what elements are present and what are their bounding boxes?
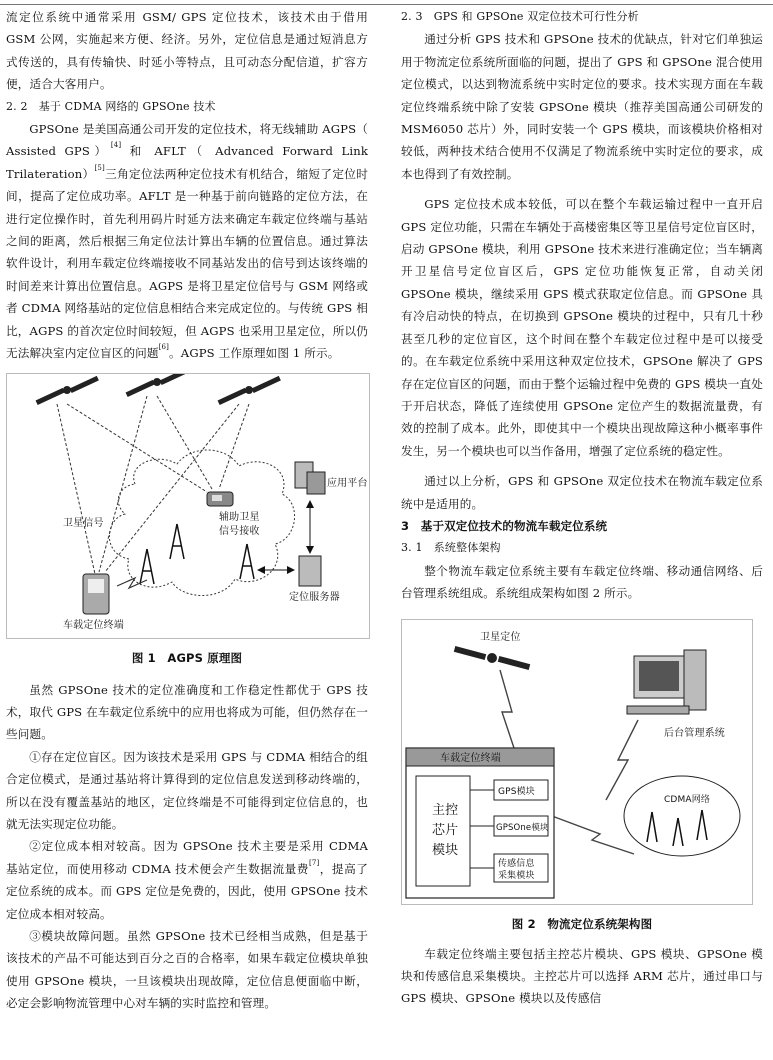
wireless-link-icon [117, 578, 147, 588]
cdma-label: CDMA网络 [664, 794, 711, 805]
paragraph: 虽然 GPSOne 技术的定位准确度和工作稳定性都优于 GPS 技术，取代 GPS 在车载定位系统中的应用也将成为可能，但仍然存在一些问题。 [6, 682, 368, 742]
page-header-rule [0, 0, 773, 5]
paragraph: 车载定位终端主要包括主控芯片模块、GPS 模块、GPSOne 模块和传感信息采集模块。主控芯片可以选择 ARM 芯片，通过串口与 GPS 模块、GPSOne 模块以及传感信 [401, 946, 763, 1006]
cell-tower-icon [240, 544, 254, 579]
text-run: 。AGPS 工作原理如图 1 所示。 [169, 346, 340, 361]
location-server-label: 定位服务器 [289, 591, 340, 603]
gpsone-module-label: GPSOne模块 [496, 822, 549, 833]
citation: [4] [110, 141, 122, 150]
arrow-right-icon [287, 566, 295, 574]
coverage-cloud [109, 449, 294, 595]
citation: [7] [308, 858, 320, 867]
sensor-label-1: 传感信息 [498, 858, 535, 869]
satellite-icon [218, 375, 281, 404]
main-chip-text-3: 模块 [432, 842, 459, 858]
text-run: GPSOne 是美国高通公司开发的定位技术，将无线辅助 AGPS（ Assisted GPS） [6, 122, 368, 159]
assist-label-1: 辅助卫星 [219, 511, 260, 523]
paragraph [6, 118, 368, 364]
cell-tower-icon [170, 524, 184, 559]
terminal-label: 车载定位终端 [63, 619, 124, 631]
paragraph: 整个物流车载定位系统主要有车载定位终端、移动通信网络、后台管理系统组成。系统组成架构如图 2 所示。 [401, 563, 763, 601]
satellite-signal-lines [57, 396, 249, 574]
paragraph: ③模块故障问题。虽然 GPSOne 技术已经相当成熟，但是基于该技术的产品不可能达到百分之百的合格率，如果车载定位模块单独使用 GPSOne 模块，一旦该模块出现故障，定位信息便面临中断，必定会影响物流管理中心对车辆的实时监控和管理。 [6, 928, 368, 1011]
wireless-link-icon [552, 816, 634, 854]
paragraph: 流定位系统中通常采用 GSM/ GPS 定位技术，该技术由于借用 GSM 公网，实施起来方便、经济。另外，定位信息是通过短消息方式传送的，具有传输快、时延小等特点，且可动态分配信道，扩容方便，适合大客用户。 [6, 10, 368, 92]
architecture-diagram-svg [402, 620, 752, 904]
agps-diagram-svg [7, 374, 369, 638]
assist-receiver-icon [207, 492, 233, 506]
paragraph: ①存在定位盲区。因为该技术是采用 GPS 与 CDMA 相结合的组合定位模式，是通过基站将计算得到的定位信息发送到移动终端的，所以在没有覆盖基站的地区，定位终端是不可能得到定位信息的，也就无法实现定位功能。 [6, 749, 368, 831]
right-column [401, 6, 763, 1010]
satellite-icon [36, 375, 99, 404]
terminal-title: 车载定位终端 [440, 752, 501, 764]
figure-2-caption: 图 2 物流定位系统架构图 [511, 916, 653, 931]
arrow-left-icon [257, 566, 265, 574]
assist-label-2: 信号接收 [219, 525, 260, 537]
paragraph [6, 835, 368, 925]
gps-module-label: GPS模块 [498, 786, 535, 797]
section-heading-2-3: 2. 3 GPS 和 GPSOne 双定位技术可行性分析 [401, 10, 639, 23]
location-server-icon [299, 556, 321, 586]
arrow-up-icon [306, 500, 314, 508]
cell-tower-icon [140, 549, 154, 584]
text-run: 三角定位法两种定位技术有机结合，缩短了定位时间，提高了定位成功率。AFLT 是一种基于前向链路的定位方法，在进行定位操作时，首先利用码片时延方法来确定车载定位终端与基站之间的距离，然后根据三角定位法计算出车辆的位置信息。通过算法软件设计，利用车载定位终端接收不同基站发出的信号到达该终端的时间差来计算出位置信息。AGPS 是将卫星定位信号与 GSM 网络或者 CDMA 网络基站的定位信息相结合来完成定位的。与传统 GPS 相比，AGPS 的首次定位时间较短，但 AGPS 也采用卫星定位，所以仍无法解决室内定位盲区的问题 [6, 166, 368, 361]
backend-label: 后台管理系统 [664, 727, 725, 739]
figure-2-architecture-diagram [401, 619, 753, 905]
section-heading-3: 3 基于双定位技术的物流车载定位系统 [401, 518, 608, 533]
backend-computer-icon [627, 650, 706, 714]
wireless-link-icon [500, 670, 514, 748]
paragraph: 通过以上分析，GPS 和 GPSOne 双定位技术在物流车载定位系统中是适用的。 [401, 474, 763, 511]
app-platform-label: 应用平台 [327, 477, 368, 489]
sensor-label-2: 采集模块 [498, 870, 535, 881]
figure-1-agps-diagram [6, 373, 370, 639]
text-run: 和 AFLT（ Advanced Forward Link Trilateration） [6, 144, 368, 181]
figure-1-caption: 图 1 AGPS 原理图 [131, 650, 243, 665]
main-chip-text-2: 芯片 [432, 822, 459, 838]
sat-signal-label: 卫星信号 [63, 517, 104, 529]
text-run: ②定位成本相对较高。因为 GPSOne 技术主要是采用 CDMA 基站定位，而使用移动 CDMA 技术便会产生数据流量费 [6, 839, 368, 876]
sat-positioning-label: 卫星定位 [480, 631, 521, 643]
citation: [5] [94, 163, 105, 172]
vehicle-terminal-icon [83, 574, 109, 614]
text-run: ，提高了定位系统的成本。而 GPS 定位是免费的，因此，使用 GPSOne 技术定位成本相对较高。 [6, 861, 368, 921]
app-platform-icon [295, 462, 325, 494]
wireless-link-icon [606, 720, 638, 800]
paragraph: GPS 定位技术成本较低，可以在整个车载运输过程中一直开启 GPS 定位功能，只需在车辆处于高楼密集区等卫星信号定位盲区时，启动 GPSOne 模块，利用 GPSOne 技术来进行准确定位；当车辆离开卫星信号定位盲区后，GPS 定位功能恢复正常，自动关闭 GPSOne 模块，继续采用 GPS 模式获取定位信息。而 GPSOne 具有冷启动快的特点，在切换到 GPSOne 模块的过程中，只有几十秒甚至几秒的定位盲区，这个时间在整个车载定位过程中是可以接受的。在车载定位系统中采用这种双定位技术，GPSOne 解决了 GPS 存在定位盲区的问题，而由于整个运输过程中免费的 GPS 模块一直处于开启状态，降低了连续使用 GPSOne 定位产生的数据流量费，有效的控制了成本。此外，即使其中一个模块出现故障这种小概率事件发生，另一个模块也可以当作备用，增强了定位系统的稳定性。 [401, 197, 763, 458]
left-column [6, 6, 368, 1015]
satellite-icon [454, 646, 530, 670]
arrow-down-icon [306, 546, 314, 554]
main-chip-text-1: 主控 [432, 802, 459, 818]
section-heading-2-2: 2. 2 基于 CDMA 网络的 GPSOne 技术 [6, 99, 216, 113]
section-heading-3-1: 3. 1 系统整体架构 [401, 541, 501, 555]
citation: [6] [158, 343, 170, 352]
satellite-icon [126, 374, 189, 397]
paragraph: 通过分析 GPS 技术和 GPSOne 技术的优缺点，针对它们单独运用于物流定位系统所面临的问题，提出了 GPS 和 GPSOne 混合使用定位模式，以达到物流系统中实时定位的要求。技术实现方面在车载定位终端系统中除了安装 GPSOne 模块（推荐美国高通公司研发的 MSM6050 芯片）外，同时安装一个 GPS 模块，而该模块价格相对较低，两种技术结合使用不仅满足了物流系统中实时定位的要求，成本也得到了有效控制。 [401, 32, 763, 181]
